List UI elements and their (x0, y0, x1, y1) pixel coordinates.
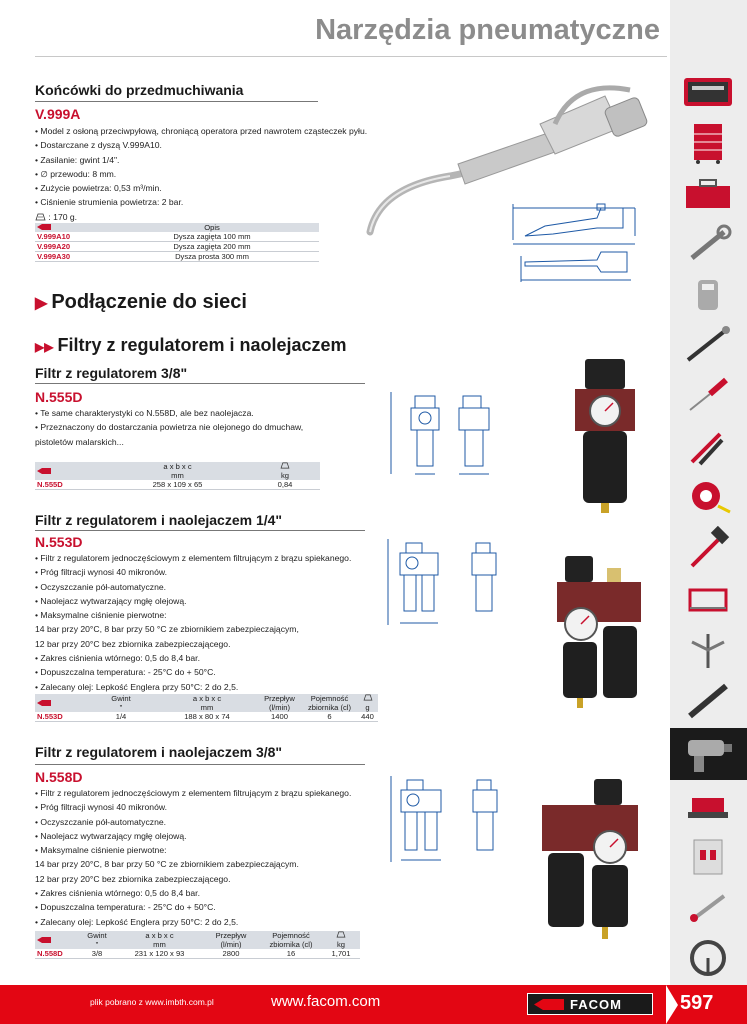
product-flow: 1400 (257, 712, 302, 722)
table-row (35, 252, 319, 262)
column-header-weight (322, 931, 360, 940)
feature-item: • Dopuszczalna temperatura: - 25°C do + 50°C. (35, 900, 380, 914)
unit-capacity: zbiornika (cl) (302, 703, 357, 712)
product-dimensions: 231 x 120 x 93 (117, 949, 202, 959)
unit-flow: (l/min) (202, 940, 260, 949)
unit-dimensions: mm (105, 471, 250, 480)
feature-item: • Próg filtracji wynosi 40 mikronów. (35, 565, 380, 579)
category-pneumatic-active[interactable] (670, 728, 747, 780)
product-capacity: 6 (302, 712, 357, 722)
column-header-dimensions: a x b x c (105, 462, 250, 471)
column-header-weight (250, 462, 320, 471)
feature-item: • Oczyszczanie pół-automatyczne. (35, 815, 380, 829)
blow-gun-technical-drawing (505, 196, 645, 286)
unit-dimensions: mm (157, 703, 257, 712)
product-capacity: 16 (260, 949, 322, 959)
puller-icon[interactable] (678, 628, 738, 674)
table-row (35, 232, 319, 242)
tool-cabinet-icon[interactable] (678, 120, 738, 166)
feature-item: • Ciśnienie strumienia powietrza: 2 bar. (35, 195, 415, 209)
tool-box-icon[interactable] (678, 172, 738, 218)
feature-item: • Te same charakterystyki co N.558D, ale bez naolejacza. (35, 406, 365, 420)
reference-code: N.558D (35, 769, 83, 785)
facom-logo-icon (37, 224, 51, 230)
facom-logo-header (35, 694, 85, 712)
screwdriver-icon[interactable] (678, 372, 738, 418)
feature-item: • Dopuszczalna temperatura: - 25°C do + 50°C. (35, 665, 380, 679)
reference-code: N.553D (35, 534, 83, 550)
feature-list (35, 786, 380, 929)
facom-brand-text: FACOM (570, 997, 622, 1012)
facom-logo-icon (534, 999, 564, 1010)
weight-value: : 170 g. (48, 211, 78, 222)
wrench-icon[interactable] (678, 222, 738, 268)
unit-capacity: zbiornika (cl) (260, 940, 322, 949)
arrow-right-icon: ▶ (35, 295, 48, 312)
weight-icon (336, 931, 346, 938)
product-weight: 0,84 (250, 480, 320, 490)
product-description: Dysza zagięta 100 mm (105, 232, 319, 242)
weight-icon (280, 462, 290, 469)
socket-icon[interactable] (678, 272, 738, 318)
product-flow: 2800 (202, 949, 260, 959)
feature-continuation: 12 bar przy 20°C bez zbiornika zabezpieczającego. (35, 638, 231, 649)
feature-item: • Maksymalne ciśnienie pierwotne: (35, 608, 380, 622)
feature-continuation: 12 bar przy 20°C bez zbiornika zabezpieczającego. (35, 873, 231, 884)
n555d-spec-table (35, 462, 320, 490)
table-row (35, 712, 378, 722)
column-header-capacity: Pojemność (302, 694, 357, 703)
page-footer (0, 985, 747, 1024)
section-heading-blow-guns: Końcówki do przedmuchiwania (35, 82, 244, 98)
n553d-spec-table (35, 694, 378, 722)
unit-thread: " (85, 703, 157, 712)
product-description: Dysza prosta 300 mm (105, 252, 319, 262)
facom-logo-icon (37, 468, 51, 474)
n553d-technical-drawing (380, 535, 515, 630)
toolbox-set-icon[interactable] (678, 68, 738, 114)
n555d-technical-drawing (385, 388, 510, 480)
reference-code: N.555D (35, 389, 83, 405)
reference-code: V.999A (35, 106, 81, 122)
product-thread: 1/4 (85, 712, 157, 722)
column-header-weight (357, 694, 378, 703)
drill-bit-icon[interactable] (678, 884, 738, 930)
section-heading-filter-regulator: Filtr z regulatorem 3/8" (35, 365, 188, 381)
section-heading-frl-three-eighths: Filtr z regulatorem i naolejaczem 3/8" (35, 744, 283, 760)
category-sidebar (670, 0, 747, 985)
feature-item: • Dostarczane z dyszą V.999A10. (35, 138, 415, 152)
footer-source-note: plik pobrano z www.imbth.com.pl (90, 997, 214, 1007)
feature-item: • Naolejacz wytwarzający mgłę olejową. (35, 829, 380, 843)
footer-notch (666, 985, 678, 1024)
torque-wrench-icon[interactable] (678, 678, 738, 724)
section-heading-frl-quarter: Filtr z regulatorem i naolejaczem 1/4" (35, 512, 283, 528)
steering-wheel-icon[interactable] (678, 936, 738, 982)
feature-item: • Zużycie powietrza: 0,53 m³/min. (35, 181, 415, 195)
feature-continuation: 14 bar przy 20°C, 8 bar przy 50 °C ze zbiornikiem zabezpieczającym, (35, 624, 299, 635)
n555d-product-photo (565, 355, 645, 515)
unit-weight: g (357, 703, 378, 712)
table-row (35, 480, 320, 490)
facom-logo-header (35, 223, 105, 232)
sub-heading-text: Filtry z regulatorem i naolejaczem (57, 335, 347, 355)
feature-item: • Próg filtracji wynosi 40 mikronów. (35, 800, 380, 814)
main-heading-text: Podłączenie do sieci (51, 291, 247, 313)
product-code: V.999A20 (35, 242, 105, 252)
hacksaw-icon[interactable] (678, 578, 738, 624)
feature-item: • Zakres ciśnienia wtórnego: 0,5 do 8,4 bar. (35, 886, 380, 900)
feature-item: • Filtr z regulatorem jednoczęściowym z elementem filtrującym z brązu spiekanego. (35, 786, 380, 800)
page-title: Narzędzia pneumatyczne (315, 14, 660, 46)
product-dimensions: 188 x 80 x 74 (157, 712, 257, 722)
unit-dimensions: mm (117, 940, 202, 949)
weight-icon (35, 213, 46, 221)
feature-item: • Zakres ciśnienia wtórnego: 0,5 do 8,4 bar. (35, 651, 380, 665)
facom-logo-header (35, 462, 105, 480)
column-header-description: Opis (105, 223, 319, 232)
sub-heading-filters (35, 335, 347, 356)
column-header-capacity: Pojemność (260, 931, 322, 940)
feature-list (35, 406, 365, 449)
n553d-product-photo (555, 550, 645, 715)
page-number: 597 (680, 992, 714, 1014)
title-divider (35, 56, 667, 57)
feature-item: • Naolejacz wytwarzający mgłę olejową. (35, 594, 380, 608)
ratchet-icon[interactable] (678, 322, 738, 368)
product-code: N.555D (35, 480, 105, 490)
product-code: V.999A30 (35, 252, 105, 262)
tape-measure-icon[interactable] (678, 474, 738, 520)
product-code: N.558D (35, 949, 77, 959)
unit-flow: (l/min) (257, 703, 302, 712)
feature-list (35, 551, 380, 694)
circuit-breaker-icon[interactable] (678, 834, 738, 880)
double-arrow-icon: ▶▶ (35, 340, 54, 354)
column-header-flow: Przepływ (202, 931, 260, 940)
vise-icon[interactable] (678, 782, 738, 828)
n558d-technical-drawing (385, 772, 515, 867)
section-divider (35, 764, 365, 765)
facom-logo-header (35, 931, 77, 949)
feature-continuation: 14 bar przy 20°C, 8 bar przy 50 °C ze zbiornikiem zabezpieczającym. (35, 859, 299, 870)
unit-thread: " (77, 940, 117, 949)
product-description: Dysza zagięta 200 mm (105, 242, 319, 252)
facom-logo (527, 993, 653, 1015)
column-header-flow: Przepływ (257, 694, 302, 703)
n558d-product-photo (540, 775, 645, 945)
feature-item: • Filtr z regulatorem jednoczęściowym z elementem filtrującym z brązu spiekanego. (35, 551, 380, 565)
pliers-icon[interactable] (678, 422, 738, 468)
product-dimensions: 258 x 109 x 65 (105, 480, 250, 490)
feature-item: • Zalecany olej: Lepkość Englera przy 50°C: 2 do 2,5. (35, 915, 380, 929)
feature-item: • Oczyszczanie pół-automatyczne. (35, 580, 380, 594)
facom-logo-icon (37, 937, 51, 943)
section-divider (35, 101, 318, 102)
column-header-thread: Gwint (77, 931, 117, 940)
weight-icon (363, 694, 373, 701)
feature-item: • ∅ przewodu: 8 mm. (35, 167, 415, 181)
column-header-thread: Gwint (85, 694, 157, 703)
section-divider (35, 383, 365, 384)
feature-item: • Przeznaczony do dostarczania powietrza nie olejonego do dmuchaw, (35, 420, 365, 434)
product-thread: 3/8 (77, 949, 117, 959)
impact-wrench-icon (678, 732, 738, 776)
feature-item: • Maksymalne ciśnienie pierwotne: (35, 843, 380, 857)
product-weight: 1,701 (322, 949, 360, 959)
feature-item: • Zasilanie: gwint 1/4". (35, 153, 415, 167)
facom-logo-icon (37, 700, 51, 706)
feature-item: • Zalecany olej: Lepkość Englera przy 50°C: 2 do 2,5. (35, 680, 380, 694)
table-row (35, 242, 319, 252)
n558d-spec-table (35, 931, 360, 959)
main-heading-network (35, 291, 247, 314)
blow-gun-nozzle-table (35, 223, 319, 262)
table-row (35, 949, 360, 959)
product-code: V.999A10 (35, 232, 105, 242)
section-divider (35, 530, 365, 531)
unit-weight: kg (322, 940, 360, 949)
feature-item: • Model z osłoną przeciwpyłową, chroniącą operatora przed nawrotem cząsteczek pyłu. (35, 124, 415, 138)
hammer-icon[interactable] (678, 526, 738, 572)
unit-weight: kg (250, 471, 320, 480)
product-code: N.553D (35, 712, 85, 722)
column-header-dimensions: a x b x c (117, 931, 202, 940)
feature-continuation: pistoletów malarskich... (35, 436, 124, 447)
product-weight: 440 (357, 712, 378, 722)
column-header-dimensions: a x b x c (157, 694, 257, 703)
footer-website-link[interactable]: www.facom.com (271, 993, 381, 1010)
